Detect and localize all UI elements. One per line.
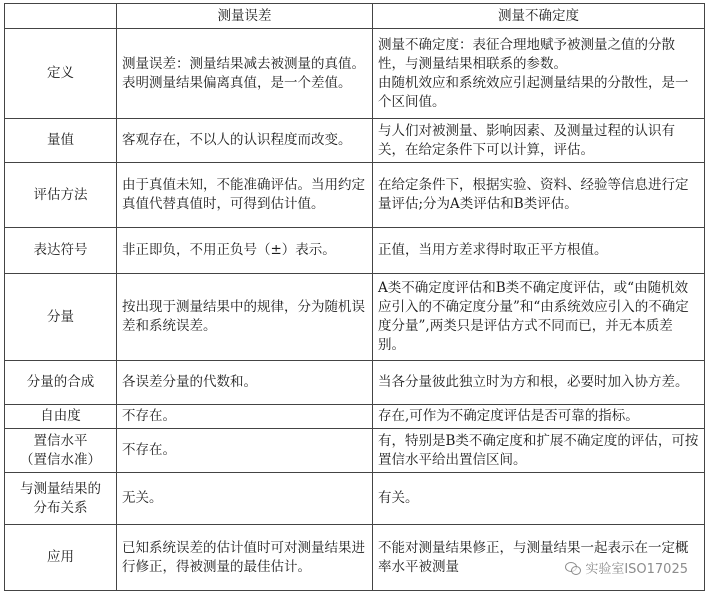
error-cell: 非正即负，不用正负号（±）表示。 [117, 228, 373, 274]
uncertainty-cell: 有关。 [373, 473, 705, 525]
watermark-text: 实验室ISO17025 [585, 562, 688, 577]
header-measurement-uncertainty: 测量不确定度 [373, 4, 705, 29]
uncertainty-cell: 存在,可作为不确定度评估是否可靠的指标。 [373, 405, 705, 429]
watermark [565, 558, 688, 577]
row-label: 定义 [5, 29, 117, 119]
error-cell: 按出现于测量结果中的规律，分为随机误差和系统误差。 [117, 274, 373, 361]
row-label: 置信水平 （置信水准） [5, 429, 117, 473]
uncertainty-cell: 有，特别是B类不确定度和扩展不确定度的评估，可按置信水平给出置信区间。 [373, 429, 705, 473]
header-measurement-error: 测量误差 [117, 4, 373, 29]
error-cell: 各误差分量的代数和。 [117, 361, 373, 405]
table-row [5, 405, 705, 429]
table-row [5, 429, 705, 473]
uncertainty-cell: 当各分量彼此独立时为方和根，必要时加入协方差。 [373, 361, 705, 405]
error-cell: 无关。 [117, 473, 373, 525]
table-row [5, 473, 705, 525]
row-label: 与测量结果的 分布关系 [5, 473, 117, 525]
error-cell: 测量误差：测量结果减去被测量的真值。 表明测量结果偏离真值，是一个差值。 [117, 29, 373, 119]
error-cell: 不存在。 [117, 405, 373, 429]
uncertainty-cell: 测量不确定度：表征合理地赋予被测量之值的分散性，与测量结果相联系的参数。 由随机效应和系统效应引起测量结果的分散性，是一个区间值。 [373, 29, 705, 119]
uncertainty-cell: A类不确定度评估和B类不确定度评估，或“由随机效应引入的不确定度分量”和“由系统效应引入的不确定度分量”,两类只是评估方式不同而已，并无本质差别。 [373, 274, 705, 361]
row-label: 分量 [5, 274, 117, 361]
uncertainty-cell: 不能对测量结果修正，与测量结果一起表示在一定概率水平被测量 [373, 525, 705, 591]
uncertainty-cell: 在给定条件下，根据实验、资料、经验等信息进行定量评估;分为A类评估和B类评估。 [373, 163, 705, 228]
table-row [5, 29, 705, 119]
row-label: 分量的合成 [5, 361, 117, 405]
table-row [5, 163, 705, 228]
row-label: 量值 [5, 119, 117, 163]
comparison-table [4, 3, 705, 591]
error-cell: 已知系统误差的估计值时可对测量结果进行修正，得被测量的最佳估计。 [117, 525, 373, 591]
table-row [5, 361, 705, 405]
header-blank [5, 4, 117, 29]
uncertainty-cell: 正值，当用方差求得时取正平方根值。 [373, 228, 705, 274]
table-row [5, 228, 705, 274]
row-label: 表达符号 [5, 228, 117, 274]
header-row [5, 4, 705, 29]
error-cell: 不存在。 [117, 429, 373, 473]
row-label: 自由度 [5, 405, 117, 429]
row-label: 评估方法 [5, 163, 117, 228]
wechat-icon [565, 561, 581, 575]
uncertainty-cell: 与人们对被测量、影响因素、及测量过程的认识有关，在给定条件下可以计算，评估。 [373, 119, 705, 163]
row-label: 应用 [5, 525, 117, 591]
table-row [5, 274, 705, 361]
error-cell: 由于真值未知，不能准确评估。当用约定真值代替真值时，可得到估计值。 [117, 163, 373, 228]
table-row [5, 119, 705, 163]
error-cell: 客观存在，不以人的认识程度而改变。 [117, 119, 373, 163]
